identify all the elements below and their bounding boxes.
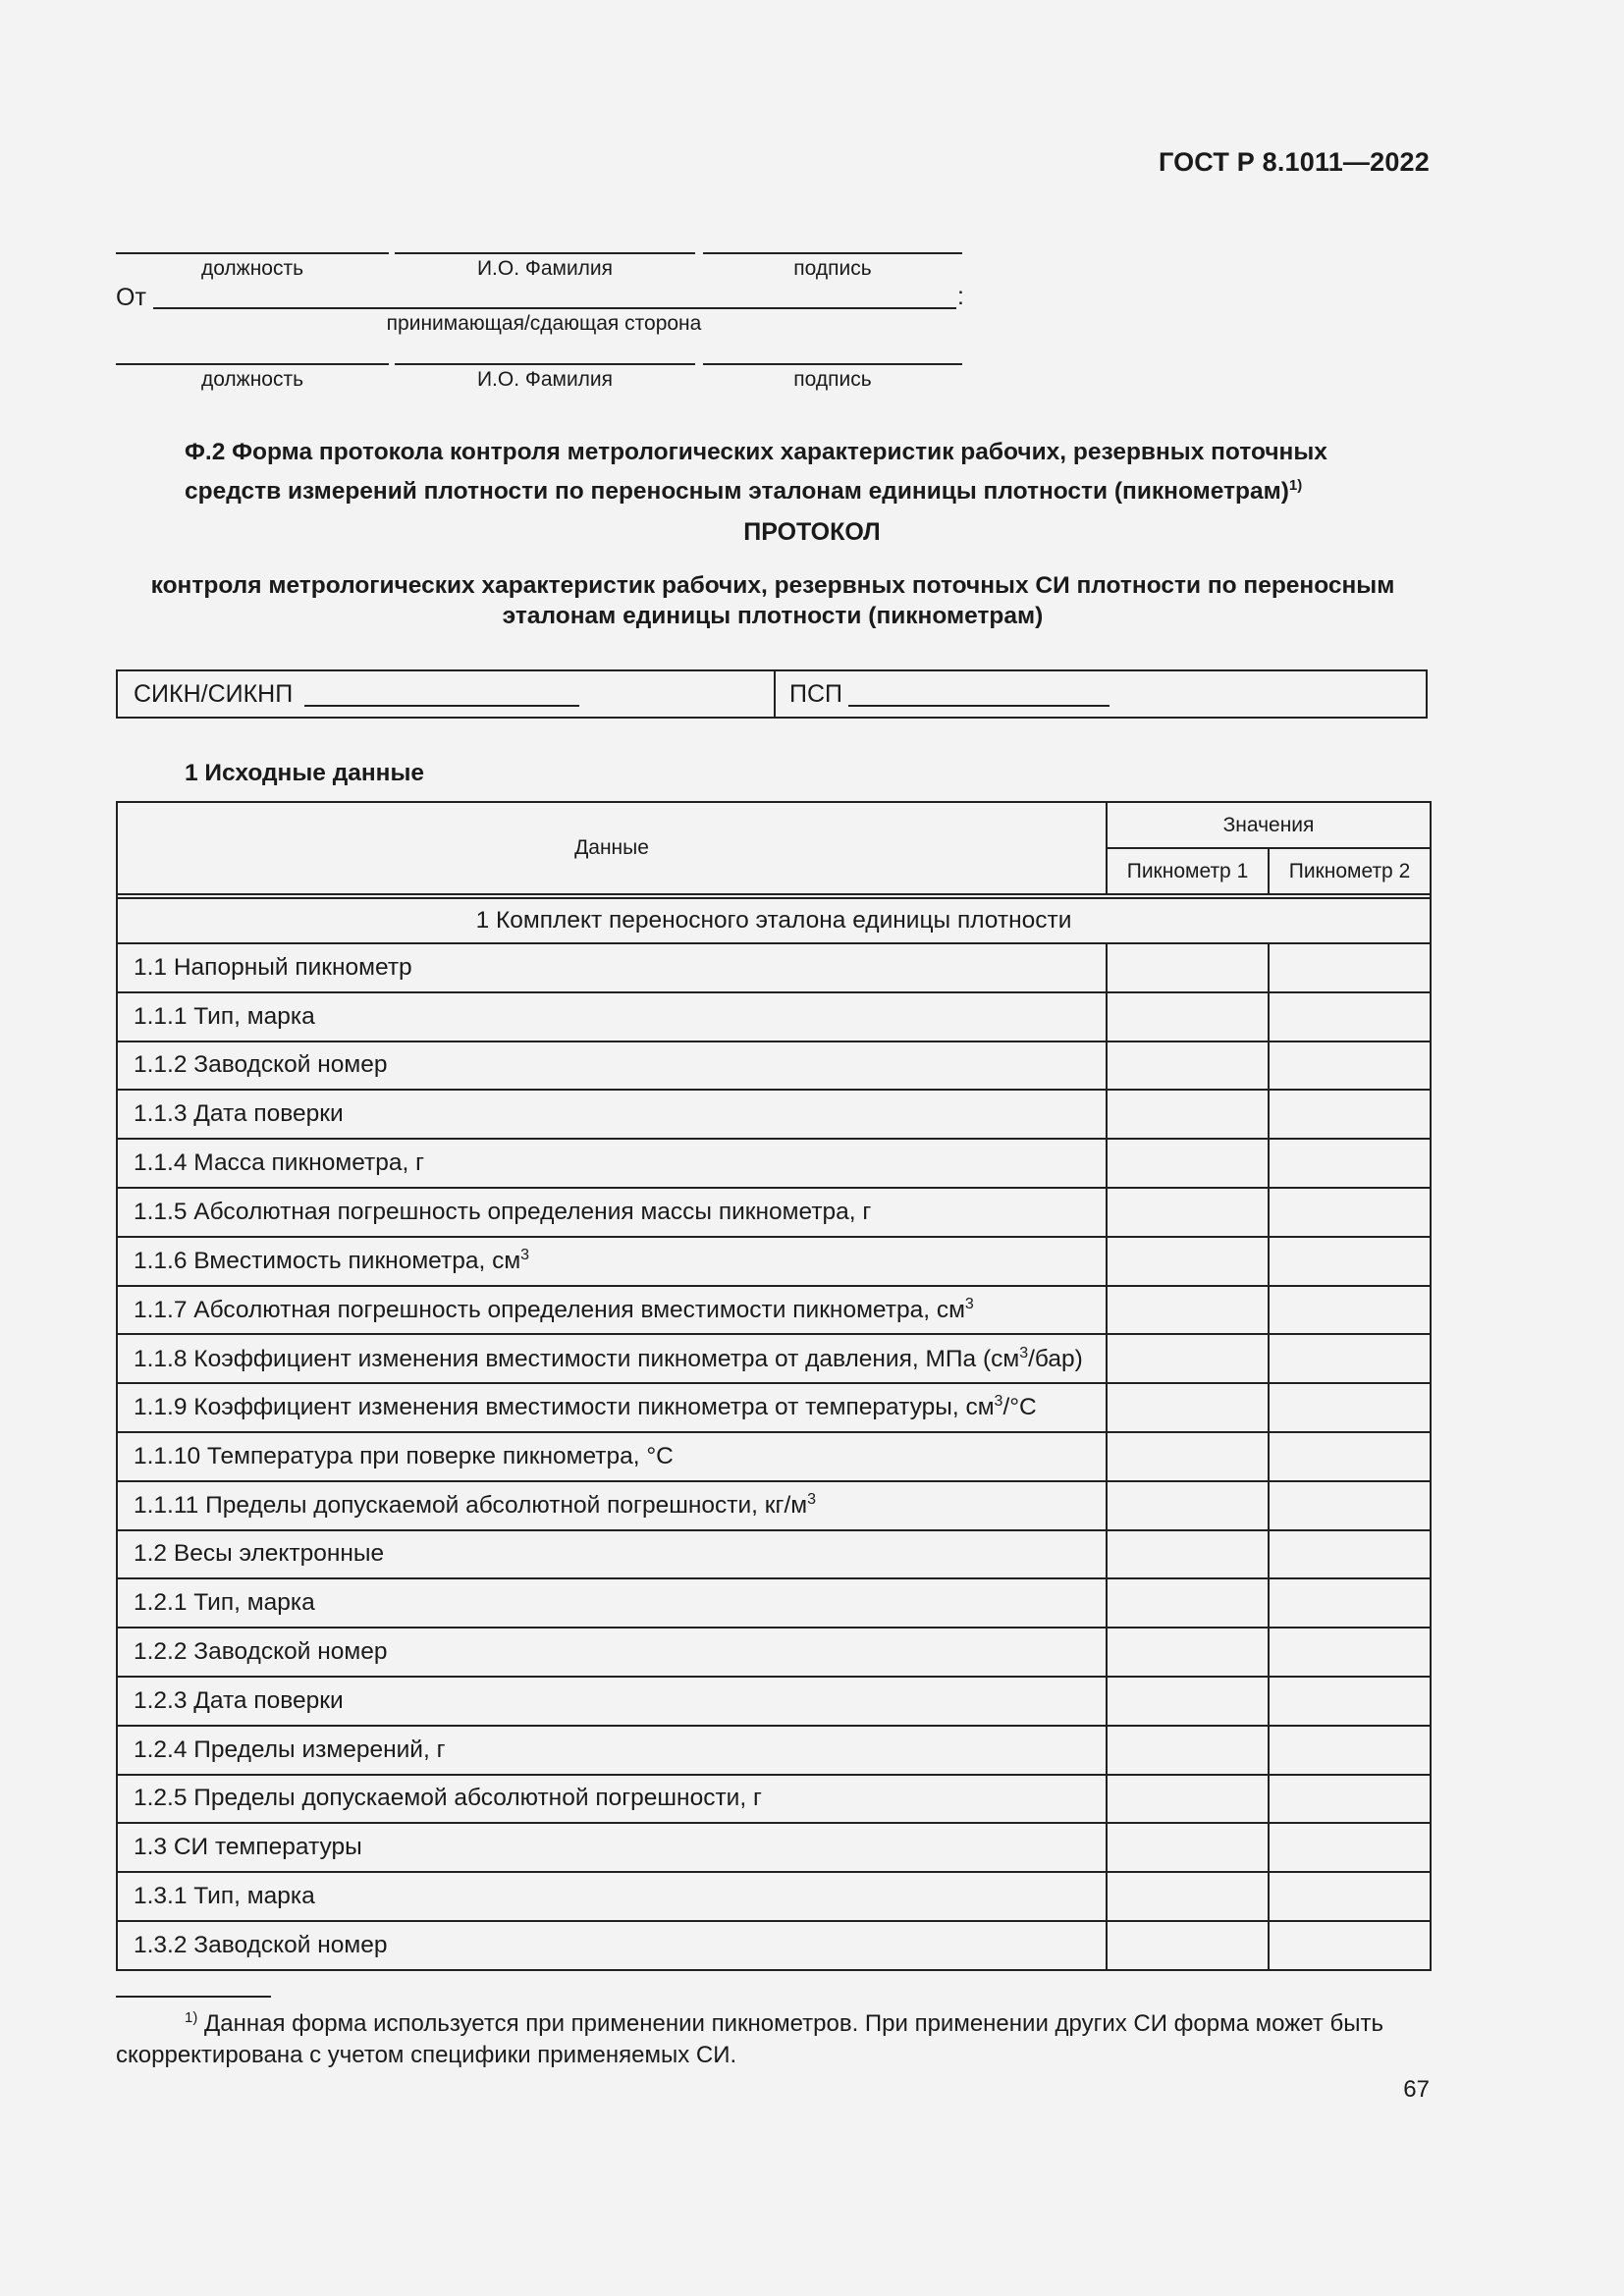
signature-line-position-1 — [116, 252, 389, 254]
row-label-text: 1.2.3 Дата поверки — [134, 1686, 344, 1714]
table-row — [117, 1872, 1431, 1921]
row-label-suffix: /°С — [1002, 1394, 1037, 1421]
table-row — [117, 1775, 1431, 1824]
value-cell-pycnometer-1[interactable] — [1107, 943, 1269, 992]
row-label — [117, 1921, 1107, 1970]
table-row — [117, 1139, 1431, 1188]
table-row — [117, 1628, 1431, 1677]
row-label — [117, 1383, 1107, 1432]
footnote-mark: 1) — [1288, 477, 1303, 494]
table-row — [117, 1383, 1431, 1432]
row-label-text: 1.3.2 Заводской номер — [134, 1931, 388, 1958]
row-label — [117, 1775, 1107, 1824]
footnote-text: Данная форма используется при применении пикнометров. При применении других СИ форма может быть скорректирована с учетом специфики применяемых СИ. — [116, 2010, 1383, 2068]
row-label — [117, 1578, 1107, 1628]
system-id-box — [116, 669, 1428, 719]
value-cell-pycnometer-2[interactable] — [1269, 1530, 1431, 1579]
row-label-text: 1.3 СИ температуры — [134, 1834, 362, 1861]
value-cell-pycnometer-1[interactable] — [1107, 1530, 1269, 1579]
protocol-subtitle — [118, 570, 1428, 631]
psp-blank[interactable] — [848, 681, 1110, 707]
row-label — [117, 1530, 1107, 1579]
row-label-text: 1.1.7 Абсолютная погрешность определения вместимости пикнометра, см — [134, 1297, 965, 1324]
value-cell-pycnometer-2[interactable] — [1269, 1578, 1431, 1628]
table-row — [117, 1530, 1431, 1579]
table-row — [117, 1677, 1431, 1726]
section-title-line-1: Ф.2 Форма протокола контроля метрологических характеристик рабочих, резервных поточных — [185, 439, 1327, 465]
table-row — [117, 1090, 1431, 1139]
value-cell-pycnometer-1[interactable] — [1107, 1872, 1269, 1921]
from-party-line — [153, 307, 956, 309]
value-cell-pycnometer-1[interactable] — [1107, 1628, 1269, 1677]
label-sign-1: подпись — [793, 257, 872, 280]
row-label — [117, 943, 1107, 992]
value-cell-pycnometer-2[interactable] — [1269, 1041, 1431, 1091]
value-cell-pycnometer-1[interactable] — [1107, 1823, 1269, 1872]
row-label-superscript: 3 — [1019, 1344, 1029, 1362]
value-cell-pycnometer-1[interactable] — [1107, 1481, 1269, 1530]
row-label-superscript: 3 — [964, 1295, 974, 1312]
value-cell-pycnometer-2[interactable] — [1269, 943, 1431, 992]
value-cell-pycnometer-1[interactable] — [1107, 1383, 1269, 1432]
row-label — [117, 1726, 1107, 1775]
label-position-2: должность — [200, 368, 304, 391]
value-cell-pycnometer-2[interactable] — [1269, 1823, 1431, 1872]
psp-label: ПСП — [789, 679, 842, 708]
footnote-mark-bottom: 1) — [185, 2009, 198, 2026]
value-cell-pycnometer-2[interactable] — [1269, 1188, 1431, 1237]
label-name-2: И.О. Фамилия — [476, 368, 614, 391]
row-label-text: 1.1.6 Вместимость пикнометра, см — [134, 1248, 521, 1275]
label-sign-2: подпись — [793, 368, 872, 391]
psp-field[interactable] — [776, 671, 1426, 717]
footnote — [116, 2002, 1432, 2071]
value-cell-pycnometer-1[interactable] — [1107, 1578, 1269, 1628]
row-label — [117, 1872, 1107, 1921]
section-title — [185, 436, 1461, 508]
table-row — [117, 1188, 1431, 1237]
sikn-blank[interactable] — [304, 681, 579, 707]
table-row — [117, 1432, 1431, 1481]
label-name-1: И.О. Фамилия — [476, 257, 614, 280]
protocol-subtitle-line-1: контроля метрологических характеристик рабочих, резервных поточных СИ плотности по переносным — [150, 572, 1395, 599]
value-cell-pycnometer-1[interactable] — [1107, 1090, 1269, 1139]
footnote-rule — [116, 1996, 271, 1998]
section-title-line-2: средств измерений плотности по переносным эталонам единицы плотности (пикнометрам)$^{1)}$ — [185, 477, 1303, 506]
value-cell-pycnometer-2[interactable] — [1269, 1432, 1431, 1481]
row-label-text: 1.1.11 Пределы допускаемой абсолютной погрешности, кг/м — [134, 1492, 808, 1520]
document-code: ГОСТ Р 8.1011—2022 — [1158, 147, 1430, 177]
table-row — [117, 1237, 1431, 1286]
row-label-text: 1.2 Весы электронные — [134, 1540, 385, 1568]
value-cell-pycnometer-2[interactable] — [1269, 1139, 1431, 1188]
row-label-text: 1.2.2 Заводской номер — [134, 1638, 388, 1666]
row-label-superscript: 3 — [807, 1491, 817, 1509]
value-cell-pycnometer-1[interactable] — [1107, 992, 1269, 1041]
value-cell-pycnometer-1[interactable] — [1107, 1139, 1269, 1188]
table-row — [117, 943, 1431, 992]
row-label-text: 1.1.9 Коэффициент изменения вместимости пикнометра от температуры, см — [134, 1394, 995, 1421]
table-row — [117, 1286, 1431, 1335]
row-label — [117, 1090, 1107, 1139]
row-label — [117, 1823, 1107, 1872]
row-label — [117, 1677, 1107, 1726]
value-cell-pycnometer-1[interactable] — [1107, 1188, 1269, 1237]
row-label-text: 1.1.4 Масса пикнометра, г — [134, 1149, 425, 1177]
value-cell-pycnometer-1[interactable] — [1107, 1677, 1269, 1726]
value-cell-pycnometer-2[interactable] — [1269, 992, 1431, 1041]
value-cell-pycnometer-2[interactable] — [1269, 1090, 1431, 1139]
value-cell-pycnometer-2[interactable] — [1269, 1775, 1431, 1824]
row-label-text: 1.1.3 Дата поверки — [134, 1100, 344, 1128]
row-label-text: 1.1.8 Коэффициент изменения вместимости пикнометра от давления, МПа (см — [134, 1345, 1020, 1372]
from-party-sublabel: принимающая/сдающая сторона — [386, 312, 702, 335]
row-label — [117, 1628, 1107, 1677]
value-cell-pycnometer-2[interactable] — [1269, 1921, 1431, 1970]
col-header-values: Значения — [1107, 802, 1431, 848]
row-label-superscript: 3 — [994, 1393, 1003, 1411]
protocol-title: ПРОТОКОЛ — [743, 518, 881, 546]
table-row — [117, 1481, 1431, 1530]
row-label-text: 1.1.5 Абсолютная погрешность определения массы пикнометра, г — [134, 1198, 872, 1225]
row-label — [117, 1139, 1107, 1188]
row-label — [117, 1334, 1107, 1383]
from-colon: : — [957, 283, 964, 310]
row-label-suffix: /бар) — [1028, 1345, 1083, 1372]
value-cell-pycnometer-2[interactable] — [1269, 1872, 1431, 1921]
table-row — [117, 1041, 1431, 1091]
value-cell-pycnometer-1[interactable] — [1107, 1286, 1269, 1335]
row-label — [117, 1041, 1107, 1091]
signature-line-name-2 — [395, 363, 695, 365]
row-label-text: 1.1.1 Тип, марка — [134, 1002, 315, 1030]
table-row — [117, 1334, 1431, 1383]
row-label — [117, 1188, 1107, 1237]
value-cell-pycnometer-2[interactable] — [1269, 1237, 1431, 1286]
value-cell-pycnometer-2[interactable] — [1269, 1677, 1431, 1726]
value-cell-pycnometer-1[interactable] — [1107, 1041, 1269, 1091]
col-header-data: Данные — [117, 802, 1107, 894]
value-cell-pycnometer-1[interactable] — [1107, 1334, 1269, 1383]
signature-line-sign-1 — [703, 252, 962, 254]
table-row — [117, 992, 1431, 1041]
value-cell-pycnometer-1[interactable] — [1107, 1775, 1269, 1824]
signature-line-name-1 — [395, 252, 695, 254]
table-row — [117, 1823, 1431, 1872]
row-label-text: 1.1.2 Заводской номер — [134, 1051, 388, 1079]
sikn-field[interactable] — [118, 671, 776, 717]
value-cell-pycnometer-2[interactable] — [1269, 1334, 1431, 1383]
signature-line-position-2 — [116, 363, 389, 365]
signature-line-sign-2 — [703, 363, 962, 365]
section-row — [117, 898, 1431, 943]
value-cell-pycnometer-1[interactable] — [1107, 1726, 1269, 1775]
table-row — [117, 1578, 1431, 1628]
value-cell-pycnometer-2[interactable] — [1269, 1628, 1431, 1677]
col-header-pycnometer-1: Пикнометр 1 — [1107, 848, 1269, 894]
protocol-subtitle-line-2: эталонам единицы плотности (пикнометрам) — [502, 603, 1044, 629]
row-label — [117, 1237, 1107, 1286]
row-label-text: 1.1.10 Температура при поверке пикнометра, °С — [134, 1442, 674, 1469]
label-position-1: должность — [200, 257, 304, 280]
row-label — [117, 1481, 1107, 1530]
row-label — [117, 992, 1107, 1041]
value-cell-pycnometer-1[interactable] — [1107, 1921, 1269, 1970]
value-cell-pycnometer-2[interactable] — [1269, 1286, 1431, 1335]
table-row — [117, 1921, 1431, 1970]
row-label-text: 1.2.1 Тип, марка — [134, 1589, 315, 1617]
section-row-label: 1 Комплект переносного эталона единицы плотности — [117, 898, 1431, 943]
source-data-table — [116, 801, 1432, 1971]
from-label: От — [116, 284, 146, 311]
row-label-text: 1.2.5 Пределы допускаемой абсолютной погрешности, г — [134, 1785, 762, 1812]
row-label-text: 1.1 Напорный пикнометр — [134, 953, 412, 981]
row-label-text: 1.3.1 Тип, марка — [134, 1883, 315, 1910]
page-number: 67 — [1403, 2076, 1430, 2103]
source-data-heading: 1 Исходные данные — [185, 760, 425, 786]
sikn-label: СИКН/СИКНП — [134, 679, 294, 708]
row-label-text: 1.2.4 Пределы измерений, г — [134, 1735, 446, 1763]
row-label-superscript: 3 — [520, 1247, 530, 1264]
row-label — [117, 1432, 1107, 1481]
col-header-pycnometer-2: Пикнометр 2 — [1269, 848, 1431, 894]
value-cell-pycnometer-2[interactable] — [1269, 1383, 1431, 1432]
table-row — [117, 1726, 1431, 1775]
row-label — [117, 1286, 1107, 1335]
value-cell-pycnometer-2[interactable] — [1269, 1726, 1431, 1775]
value-cell-pycnometer-1[interactable] — [1107, 1432, 1269, 1481]
value-cell-pycnometer-1[interactable] — [1107, 1237, 1269, 1286]
value-cell-pycnometer-2[interactable] — [1269, 1481, 1431, 1530]
